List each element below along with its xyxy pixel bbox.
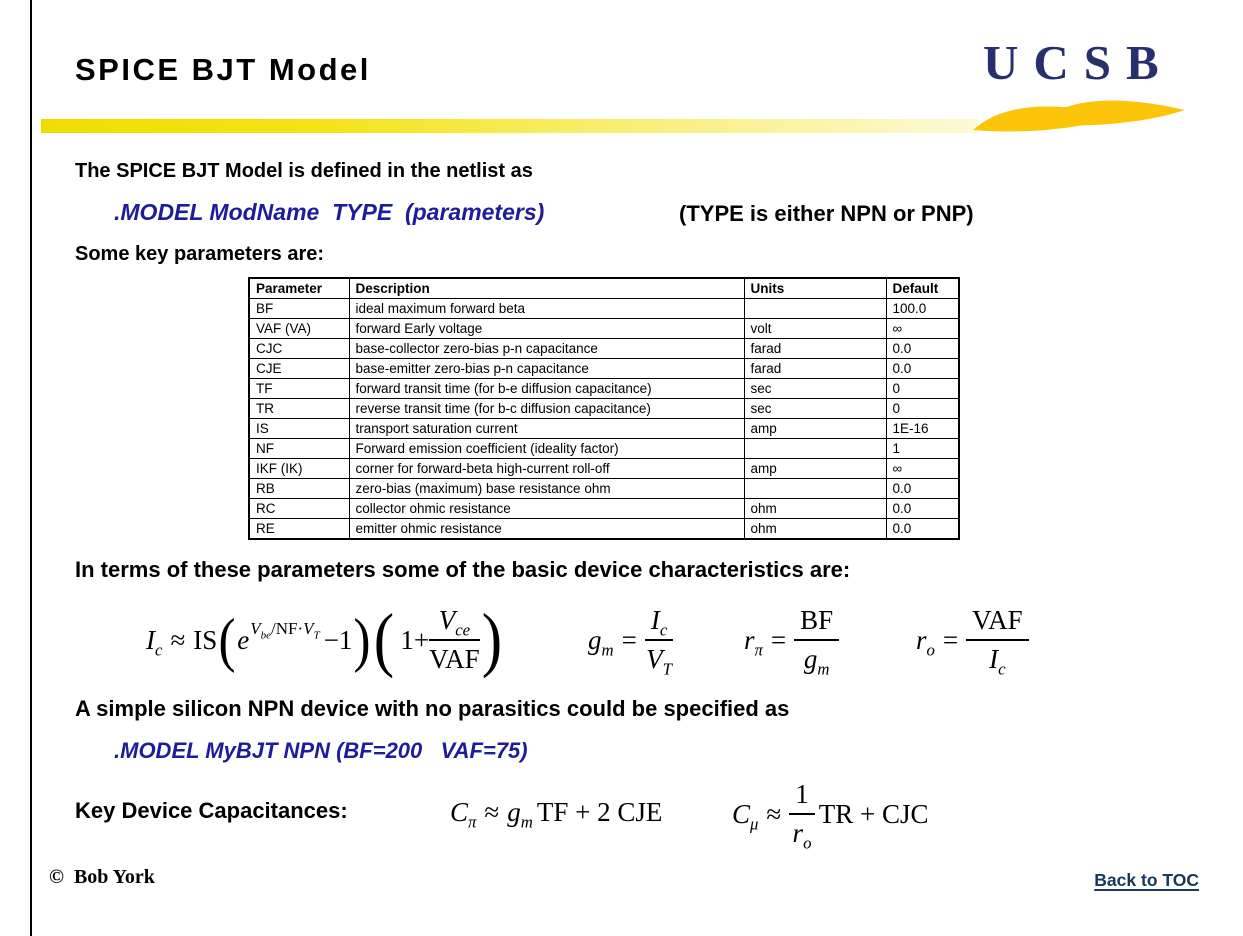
right-paren: ): [481, 599, 502, 680]
formula-output-resistance: [916, 596, 1029, 684]
parameter-table: [248, 277, 960, 540]
table-cell: sec: [744, 379, 886, 399]
table-cell: transport saturation current: [349, 419, 744, 439]
ucsb-logo: UCSB: [983, 35, 1174, 90]
table-cell: emitter ohmic resistance: [349, 519, 744, 540]
back-to-toc-link[interactable]: Back to TOC: [1094, 870, 1199, 890]
fraction: $\frac{V_{ce}}{\text{VAF}}$: [429, 604, 480, 674]
fraction: $\frac{BF}{g_m}$: [794, 605, 839, 675]
table-cell: 0.0: [886, 499, 959, 519]
table-cell: NF: [249, 439, 349, 459]
table-cell: Forward emission coefficient (ideality factor): [349, 439, 744, 459]
header-default: Default: [886, 278, 959, 299]
math-term: −1: [323, 624, 353, 655]
table-cell: 100.0: [886, 299, 959, 319]
table-row: [249, 299, 959, 319]
intro-text: The SPICE BJT Model is defined in the netlist as: [75, 160, 533, 182]
math-term: TR + CJC: [818, 798, 929, 829]
table-cell: volt: [744, 319, 886, 339]
table-cell: [744, 479, 886, 499]
fraction: $\frac{1}{r_o}$: [789, 779, 815, 849]
math-symbol: $C_\mu$: [732, 798, 759, 833]
table-cell: 0: [886, 379, 959, 399]
table-cell: TR: [249, 399, 349, 419]
table-cell: ohm: [744, 519, 886, 540]
npn-code: .MODEL MyBJT NPN (BF=200 VAF=75): [114, 738, 528, 763]
left-paren: (: [218, 606, 236, 673]
copyright-text: © Bob York: [49, 866, 155, 888]
table-cell: BF: [249, 299, 349, 319]
table-cell: ideal maximum forward beta: [349, 299, 744, 319]
table-cell: TF: [249, 379, 349, 399]
table-cell: forward transit time (for b-e diffusion capacitance): [349, 379, 744, 399]
ucsb-wave-icon: [971, 98, 1189, 138]
table-cell: RE: [249, 519, 349, 540]
approx-sign: ≈: [170, 624, 186, 655]
table-cell: 1E-16: [886, 419, 959, 439]
netlist-note: (TYPE is either NPN or PNP): [679, 201, 974, 226]
parameters-heading: Some key parameters are:: [75, 243, 325, 265]
table-cell: 0.0: [886, 359, 959, 379]
equals-sign: =: [770, 624, 787, 655]
table-row: [249, 519, 959, 540]
math-symbol: $C_\pi$: [450, 796, 477, 831]
table-cell: base-emitter zero-bias p-n capacitance: [349, 359, 744, 379]
formula-transconductance: [588, 596, 673, 684]
table-cell: amp: [744, 419, 886, 439]
table-row: [249, 439, 959, 459]
table-row: [249, 499, 959, 519]
math-symbol: $r_\pi$: [744, 624, 763, 659]
table-row: [249, 379, 959, 399]
header-units: Units: [744, 278, 886, 299]
table-cell: [744, 439, 886, 459]
fraction: $\frac{\text{VAF}}{I_c}$: [966, 605, 1029, 675]
exponential-term: $e^{V_{be}/NF\cdot V_T}$: [237, 618, 320, 655]
table-cell: 0: [886, 399, 959, 419]
page-title: SPICE BJT Model: [75, 52, 371, 87]
netlist-code: .MODEL ModName TYPE (parameters): [114, 199, 545, 225]
math-term: $g_m$: [507, 796, 533, 831]
table-cell: base-collector zero-bias p-n capacitance: [349, 339, 744, 359]
table-cell: ohm: [744, 499, 886, 519]
math-term: TF + 2 CJE: [536, 796, 663, 827]
table-cell: ∞: [886, 319, 959, 339]
fraction: $\frac{I_c}{V_T}$: [646, 604, 672, 679]
equals-sign: =: [942, 624, 959, 655]
table-row: [249, 459, 959, 479]
table-row: [249, 339, 959, 359]
math-term: 1+: [400, 624, 430, 655]
table-cell: [744, 299, 886, 319]
equals-sign: =: [621, 624, 637, 655]
table-cell: forward Early voltage: [349, 319, 744, 339]
table-cell: 1: [886, 439, 959, 459]
approx-sign: ≈: [484, 796, 500, 827]
capacitances-heading: Key Device Capacitances:: [75, 798, 348, 823]
table-row: [249, 419, 959, 439]
table-cell: RB: [249, 479, 349, 499]
table-cell: 0.0: [886, 479, 959, 499]
table-row: [249, 359, 959, 379]
table-cell: CJC: [249, 339, 349, 359]
formula-input-resistance: [744, 596, 839, 684]
accent-bar: [41, 119, 977, 133]
table-row: [249, 319, 959, 339]
npn-heading: A simple silicon NPN device with no parasitics could be specified as: [75, 696, 790, 721]
table-cell: reverse transit time (for b-c diffusion capacitance): [349, 399, 744, 419]
table-cell: 0.0: [886, 339, 959, 359]
table-cell: IKF (IK): [249, 459, 349, 479]
table-cell: VAF (VA): [249, 319, 349, 339]
header-parameter: Parameter: [249, 278, 349, 299]
table-cell: 0.0: [886, 519, 959, 540]
table-cell: sec: [744, 399, 886, 419]
math-symbol: $r_o$: [916, 624, 935, 659]
header-description: Description: [349, 278, 744, 299]
table-cell: RC: [249, 499, 349, 519]
right-paren: ): [353, 606, 371, 673]
table-cell: farad: [744, 339, 886, 359]
table-cell: amp: [744, 459, 886, 479]
formula-cpi: [450, 786, 662, 838]
table-cell: IS: [249, 419, 349, 439]
formula-cmu: [732, 772, 929, 856]
table-cell: CJE: [249, 359, 349, 379]
table-row: [249, 479, 959, 499]
left-paren: (: [374, 599, 395, 680]
math-term: IS: [193, 624, 218, 655]
characteristics-heading: In terms of these parameters some of the basic device characteristics are:: [75, 557, 851, 582]
table-cell: corner for forward-beta high-current roll-off: [349, 459, 744, 479]
table-cell: collector ohmic resistance: [349, 499, 744, 519]
table-cell: farad: [744, 359, 886, 379]
table-row: [249, 399, 959, 419]
slide-left-border: [30, 0, 32, 936]
math-symbol: $g_m$: [588, 624, 614, 659]
table-cell: zero-bias (maximum) base resistance ohm: [349, 479, 744, 499]
table-header-row: [249, 278, 959, 299]
table-cell: ∞: [886, 459, 959, 479]
formula-collector-current: [146, 596, 504, 684]
math-symbol: $I_c$: [146, 624, 163, 659]
approx-sign: ≈: [766, 798, 782, 829]
